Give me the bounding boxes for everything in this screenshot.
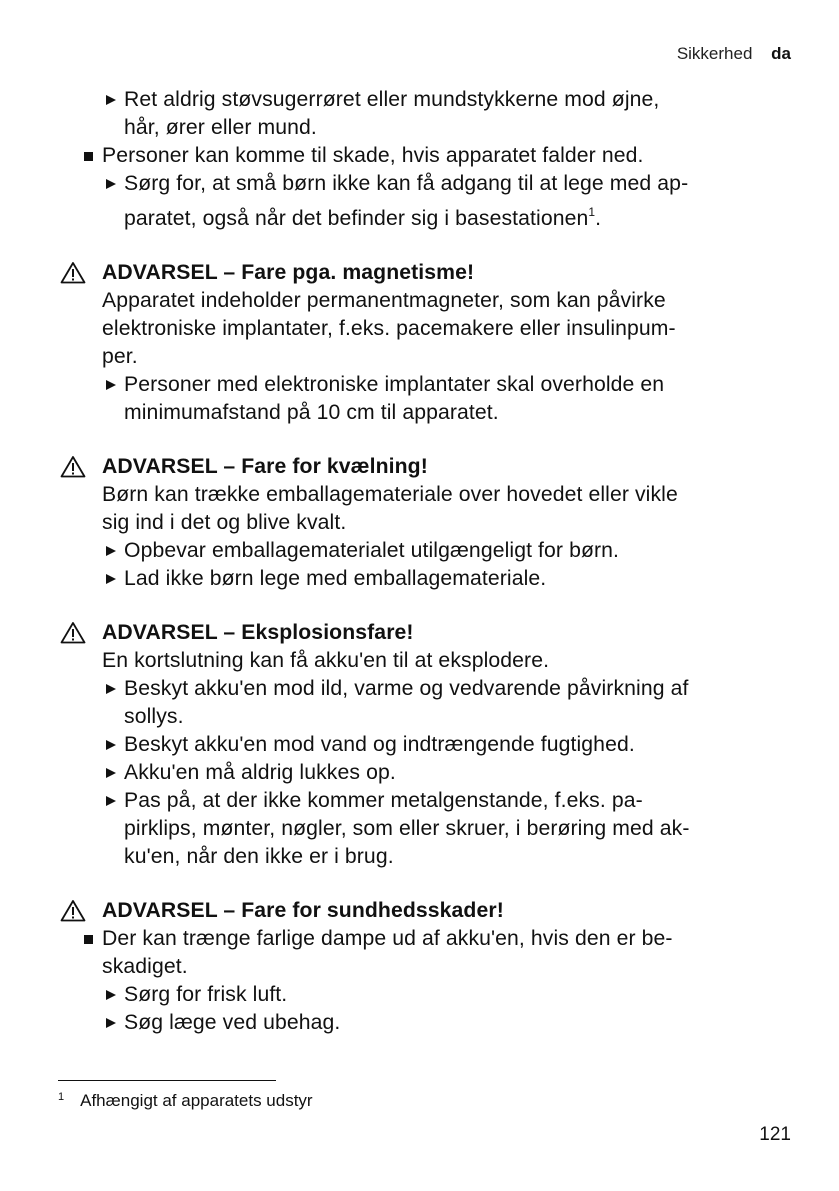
list-item-continuation: paratet, også når det befinder sig i basestationen$^1$. <box>124 205 602 230</box>
list-item: Personer kan komme til skade, hvis apparatet falder ned. <box>58 142 798 170</box>
list-item: Sørg for, at små børn ikke kan få adgang til at lege med ap- <box>58 170 798 198</box>
triangle-bullet-icon <box>106 740 116 750</box>
warning-triangle-icon <box>60 621 86 644</box>
list-item: Sørg for frisk luft. <box>58 981 798 1009</box>
paragraph-line: elektroniske implantater, f.eks. pacemakere eller insulinpum- <box>102 317 676 340</box>
triangle-bullet-icon <box>106 380 116 390</box>
list-item: Søg læge ved ubehag. <box>58 1009 798 1037</box>
triangle-bullet-icon <box>106 796 116 806</box>
triangle-bullet-icon <box>106 574 116 584</box>
list-item: Beskyt akku'en mod vand og indtrængende fugtighed. <box>58 731 798 759</box>
paragraph-line: Børn kan trække emballagemateriale over hovedet eller vikle <box>102 483 678 506</box>
list-item-continuation: pirklips, mønter, nøgler, som eller skruer, i berøring med ak- <box>124 817 690 840</box>
warning-heading: ADVARSEL – Fare for sundhedsskader! <box>58 897 798 925</box>
warning-triangle-icon <box>60 899 86 922</box>
footnote <box>58 1091 313 1111</box>
list-item: Der kan trænge farlige dampe ud af akku'en, hvis den er be- <box>58 925 798 953</box>
footnote-number: 1 <box>58 1091 65 1103</box>
footnote-text: Afhængigt af apparatets udstyr <box>80 1091 313 1110</box>
warning-triangle-icon <box>60 261 86 284</box>
square-bullet-icon <box>84 152 93 161</box>
triangle-bullet-icon <box>106 546 116 556</box>
list-item: Personer med elektroniske implantater skal overholde en <box>58 371 798 399</box>
page-number: 121 <box>759 1124 791 1145</box>
warning-triangle-icon <box>60 455 86 478</box>
warning-heading: ADVARSEL – Eksplosionsfare! <box>58 619 798 647</box>
list-item: Opbevar emballagematerialet utilgængeligt for børn. <box>58 537 798 565</box>
list-item: Lad ikke børn lege med emballagemateriale. <box>58 565 798 593</box>
list-item: Beskyt akku'en mod ild, varme og vedvarende påvirkning af <box>58 675 798 703</box>
triangle-bullet-icon <box>106 179 116 189</box>
triangle-bullet-icon <box>106 768 116 778</box>
triangle-bullet-icon <box>106 684 116 694</box>
page-header <box>677 44 791 64</box>
footnote-reference[interactable]: 1 <box>588 205 596 219</box>
list-item-continuation: sollys. <box>124 705 184 728</box>
square-bullet-icon <box>84 935 93 944</box>
paragraph-line: sig ind i det og blive kvalt. <box>102 511 347 534</box>
footnote-divider <box>58 1080 276 1081</box>
paragraph-line: En kortslutning kan få akku'en til at eksplodere. <box>102 649 550 672</box>
paragraph-line: Apparatet indeholder permanentmagneter, som kan påvirke <box>102 289 666 312</box>
list-item: Akku'en må aldrig lukkes op. <box>58 759 798 787</box>
list-item: Ret aldrig støvsugerrøret eller mundstykkerne mod øjne, <box>58 86 798 114</box>
list-item-continuation: minimumafstand på 10 cm til apparatet. <box>124 401 499 424</box>
language-code: da <box>771 44 791 63</box>
warning-heading: ADVARSEL – Fare pga. magnetisme! <box>58 259 798 287</box>
list-item-continuation: ku'en, når den ikke er i brug. <box>124 845 394 868</box>
paragraph-line: per. <box>102 345 138 368</box>
triangle-bullet-icon <box>106 990 116 1000</box>
section-title: Sikkerhed <box>676 44 753 63</box>
list-item-continuation: hår, ører eller mund. <box>124 116 317 139</box>
triangle-bullet-icon <box>106 1018 116 1028</box>
list-item-continuation: skadiget. <box>102 955 188 978</box>
list-item: Pas på, at der ikke kommer metalgenstande, f.eks. pa- <box>58 787 798 815</box>
safety-content <box>58 86 798 1037</box>
triangle-bullet-icon <box>106 95 116 105</box>
warning-heading: ADVARSEL – Fare for kvælning! <box>58 453 798 481</box>
